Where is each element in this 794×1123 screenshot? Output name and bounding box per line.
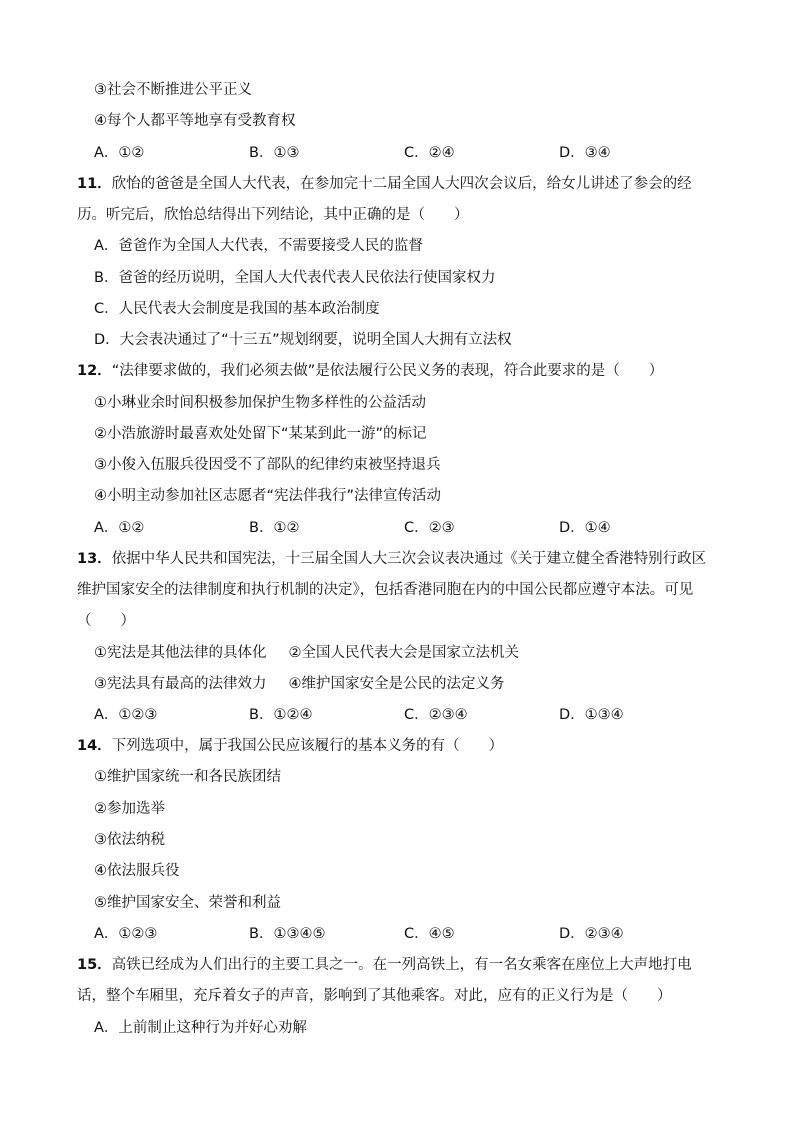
q13-option-c[interactable]: C．②③④ xyxy=(404,707,468,723)
q15-stem xyxy=(77,955,692,975)
q12-item-3: ③小俊入伍服兵役因受不了部队的纪律约束被坚持退兵 xyxy=(94,457,441,473)
q13-stem-text-1: 依据中华人民共和国宪法，十三届全国人大三次会议表决通过《关于建立健全香港特别行政区 xyxy=(111,551,707,567)
q13-stem xyxy=(77,549,706,569)
q12-number: 12． xyxy=(77,363,112,379)
q11-choice-c[interactable]: C．人民代表大会制度是我国的基本政治制度 xyxy=(94,301,380,317)
q10-option-c[interactable]: C．②④ xyxy=(404,145,455,161)
q14-stem-text-1: 下列选项中，属于我国公民应该履行的基本义务的有（ ） xyxy=(111,738,504,754)
q14-item-4: ④依法服兵役 xyxy=(94,863,180,879)
q15-stem-text-1: 高铁已经成为人们出行的主要工具之一。在一列高铁上，有一名女乘客在座位上大声地打电 xyxy=(111,957,692,973)
q14-item-3: ③依法纳税 xyxy=(94,832,165,848)
q15-stem-text-2: 话，整个车厢里，充斥着女子的声音，影响到了其他乘客。对此，应有的正义行为是（ ） xyxy=(77,988,672,1004)
q10-option-a[interactable]: A．①② xyxy=(94,145,145,161)
q11-stem-text-1: 欣怡的爸爸是全国人大代表，在参加完十二届全国人大四次会议后，给女儿讲述了参会的经 xyxy=(111,176,692,192)
q14-option-c[interactable]: C．④⑤ xyxy=(404,926,455,942)
q11-choice-d[interactable]: D．大会表决通过了“十三五”规划纲要，说明全国人大拥有立法权 xyxy=(94,332,512,348)
q12-option-b[interactable]: B．①② xyxy=(249,520,300,536)
q12-item-1: ①小琳业余时间积极参加保护生物多样性的公益活动 xyxy=(94,395,426,411)
q15-number: 15． xyxy=(77,957,112,973)
q11-stem xyxy=(77,174,692,194)
q14-option-b[interactable]: B．①③④⑤ xyxy=(249,926,326,942)
q14-options xyxy=(94,924,714,944)
q15-choice-a[interactable]: A．上前制止这种行为并好心劝解 xyxy=(94,1020,307,1036)
q12-item-2: ②小浩旅游时最喜欢处处留下“某某到此一游”的标记 xyxy=(94,426,427,442)
q14-option-a[interactable]: A．①②③ xyxy=(94,926,158,942)
q12-stem xyxy=(77,361,663,381)
q13-item-3: ③宪法具有最高的法律效力 xyxy=(94,676,267,692)
q13-items-row-1 xyxy=(94,643,519,663)
q11-number: 11． xyxy=(77,176,112,192)
q14-option-d[interactable]: D．②③④ xyxy=(559,926,624,942)
q13-item-1: ①宪法是其他法律的具体化 xyxy=(94,645,267,661)
q13-items-row-2 xyxy=(94,674,505,694)
q12-options xyxy=(94,518,714,538)
q10-item-3: ③社会不断推进公平正义 xyxy=(94,82,252,98)
q13-number: 13． xyxy=(77,551,112,567)
q10-item-4: ④每个人都平等地享有受教育权 xyxy=(94,113,296,129)
q10-option-b[interactable]: B．①③ xyxy=(249,145,300,161)
q14-item-1: ①维护国家统一和各民族团结 xyxy=(94,769,281,785)
q13-options xyxy=(94,705,714,725)
q14-item-2: ②参加选举 xyxy=(94,801,165,817)
q12-option-a[interactable]: A．①② xyxy=(94,520,145,536)
q14-number: 14． xyxy=(77,738,112,754)
q10-options xyxy=(94,143,714,163)
q14-item-5: ⑤维护国家安全、荣誉和利益 xyxy=(94,895,281,911)
q13-stem-text-3: （ ） xyxy=(77,613,135,629)
q12-stem-text-1: “法律要求做的，我们必须去做”是依法履行公民义务的表现，符合此要求的是（ ） xyxy=(111,363,664,379)
q13-option-a[interactable]: A．①②③ xyxy=(94,707,158,723)
q13-option-d[interactable]: D．①③④ xyxy=(559,707,624,723)
q13-item-2: ②全国人民代表大会是国家立法机关 xyxy=(288,645,519,661)
q12-option-d[interactable]: D．①④ xyxy=(559,520,611,536)
q11-choice-b[interactable]: B．爸爸的经历说明，全国人大代表代表人民依法行使国家权力 xyxy=(94,270,496,286)
q14-stem xyxy=(77,736,503,756)
q11-choice-a[interactable]: A．爸爸作为全国人大代表，不需要接受人民的监督 xyxy=(94,238,423,254)
q12-option-c[interactable]: C．②③ xyxy=(404,520,455,536)
q12-item-4: ④小明主动参加社区志愿者“宪法伴我行”法律宣传活动 xyxy=(94,488,442,504)
q11-stem-text-2: 历。听完后，欣怡总结得出下列结论，其中正确的是（ ） xyxy=(77,207,469,223)
q13-item-4: ④维护国家安全是公民的法定义务 xyxy=(288,676,505,692)
q13-stem-text-2: 维护国家安全的法律制度和执行机制的决定》，包括香港同胞在内的中国公民都应遵守本法。可见 xyxy=(77,582,694,598)
q13-option-b[interactable]: B．①②④ xyxy=(249,707,313,723)
q10-option-d[interactable]: D．③④ xyxy=(559,145,611,161)
